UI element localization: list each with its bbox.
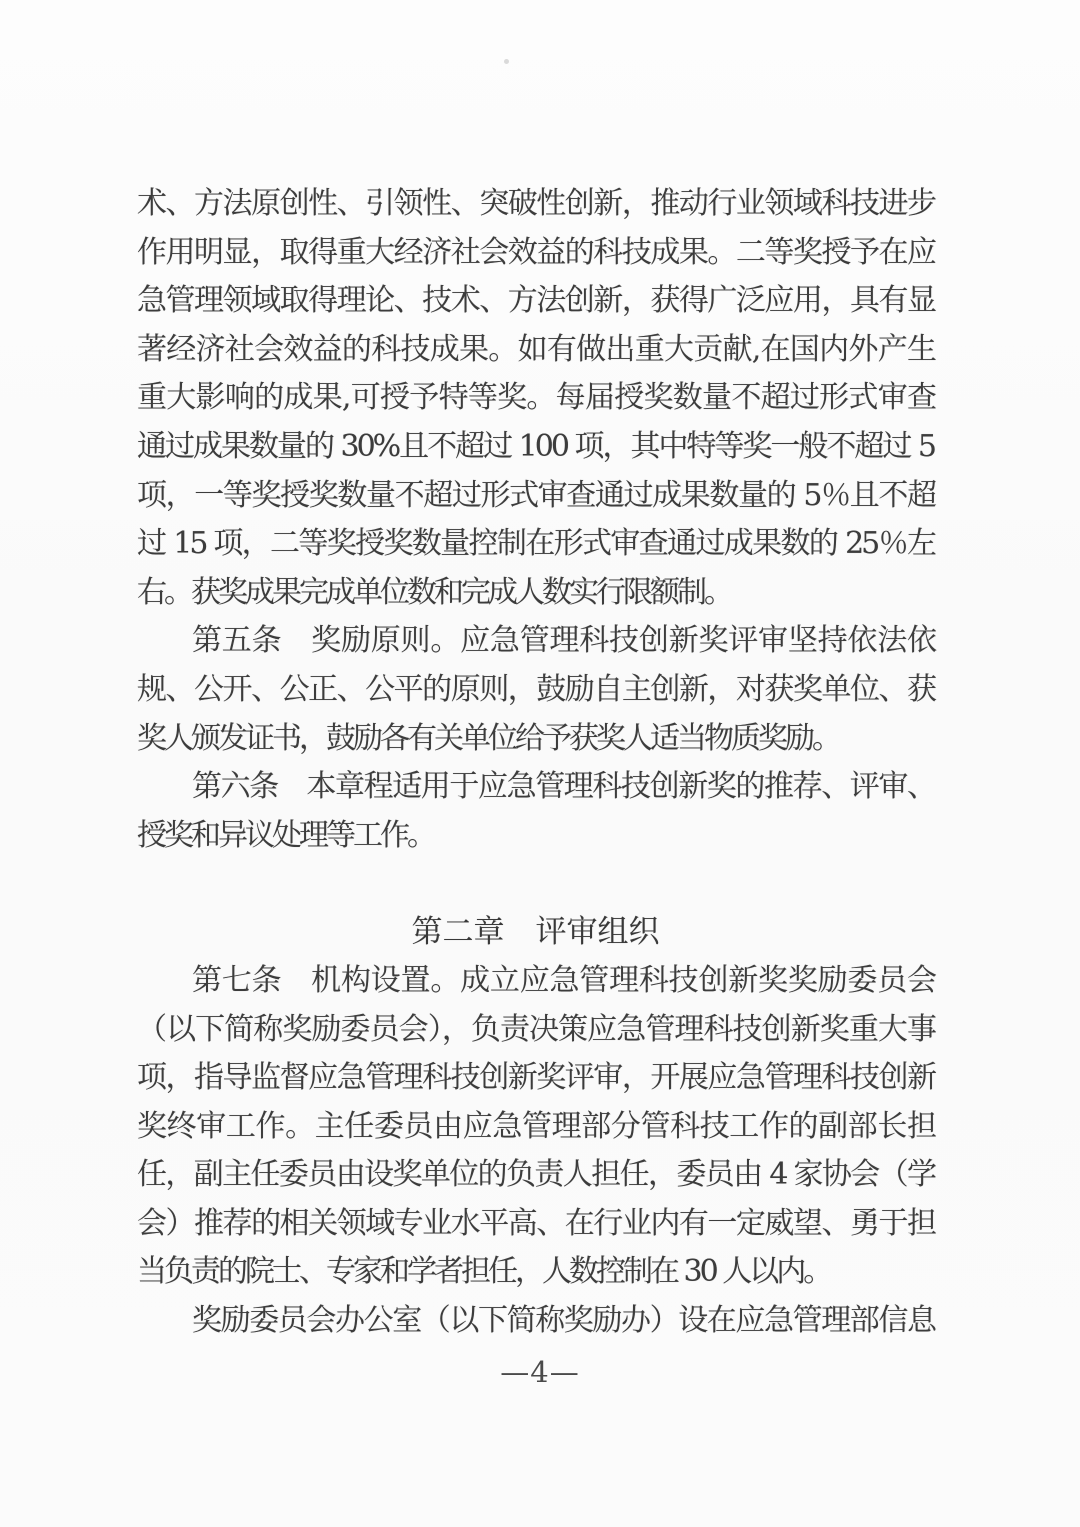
body-line: 任，副主任委员由设奖单位的负责人担任，委员由 4 家协会（学 — [137, 1157, 934, 1193]
paragraph-award-office — [137, 1297, 934, 1346]
body-line: 项，一等奖授奖数量不超过形式审查通过成果数量的 5％且不超 — [137, 477, 934, 513]
chapter-heading: 第二章 评审组织 — [411, 914, 660, 951]
paragraph-article-6 — [137, 763, 934, 860]
body-line: 过 15 项，二等奖授奖数量控制在形式审查通过成果数的 25％左 — [137, 526, 934, 562]
body-line: 著经济社会效益的科技成果。如有做出重大贡献,在国内外产生 — [137, 331, 934, 367]
body-line: 作用明显，取得重大经济社会效益的科技成果。二等奖授予在应 — [137, 234, 934, 270]
body-line: 授奖和异议处理等工作。 — [137, 817, 434, 853]
paragraph-continued — [137, 180, 934, 617]
paragraph-article-5 — [137, 617, 934, 763]
body-line: 重大影响的成果,可授予特等奖。每届授奖数量不超过形式审查 — [137, 380, 934, 416]
body-line: 第六条 本章程适用于应急管理科技创新奖的推荐、评审、 — [192, 769, 934, 805]
body-line: 规、公开、公正、公平的原则，鼓励自主创新，对获奖单位、获 — [137, 671, 934, 707]
body-line: 当负责的院士、专家和学者担任，人数控制在 30 人以内。 — [137, 1254, 831, 1290]
body-line: 会）推荐的相关领域专业水平高、在行业内有一定威望、勇于担 — [137, 1205, 934, 1241]
body-line: 右。获奖成果完成单位数和完成人数实行限额制。 — [137, 574, 731, 610]
scan-speck — [504, 59, 509, 64]
body-line: 第五条 奖励原则。应急管理科技创新奖评审坚持依法依 — [192, 623, 934, 659]
text-column — [137, 180, 934, 1346]
page-number: —4— — [500, 1355, 580, 1389]
body-line: 项，指导监督应急管理科技创新奖评审，开展应急管理科技创新 — [137, 1060, 934, 1096]
body-line: 奖人颁发证书，鼓励各有关单位给予获奖人适当物质奖励。 — [137, 720, 839, 756]
body-line: 第七条 机构设置。成立应急管理科技创新奖奖励委员会 — [192, 962, 934, 998]
body-line: 奖励委员会办公室（以下简称奖励办）设在应急管理部信息 — [192, 1303, 934, 1339]
paragraph-article-7 — [137, 957, 934, 1297]
body-line: （以下简称奖励委员会），负责决策应急管理科技创新奖重大事 — [137, 1011, 934, 1047]
body-line: 奖终审工作。主任委员由应急管理部分管科技工作的副部长担 — [137, 1108, 934, 1144]
body-line: 急管理领域取得理论、技术、方法创新，获得广泛应用，具有显 — [137, 283, 934, 319]
body-line: 术、方法原创性、引领性、突破性创新，推动行业领域科技进步 — [137, 186, 934, 221]
body-line: 通过成果数量的 30%且不超过 100 项，其中特等奖一般不超过 5 — [137, 428, 934, 464]
